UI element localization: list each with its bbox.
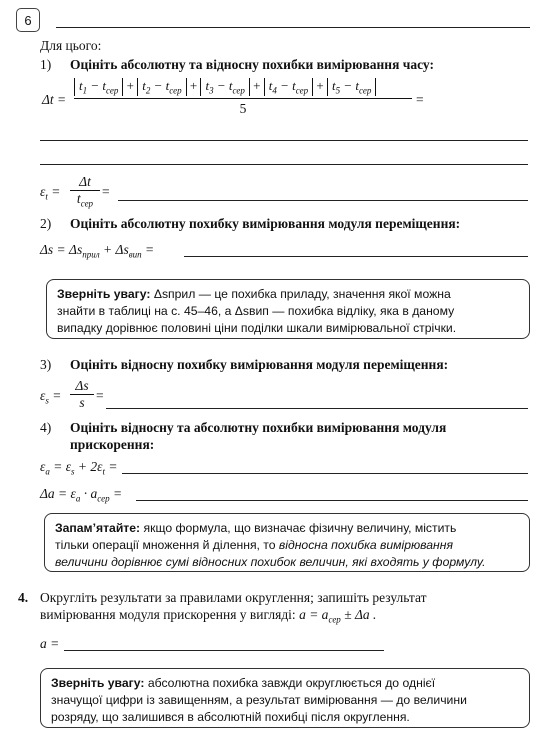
- task4-line2-text: вимірювання модуля прискорення у вигляді:: [40, 607, 296, 622]
- plus-3: +: [253, 78, 261, 93]
- formula-a: a =: [40, 636, 60, 651]
- formula-da: $\Delta a = \varepsilon_a \cdot a_{сер}$ =: [40, 486, 123, 504]
- formula-es-fraction: [70, 378, 94, 411]
- step1-text: Оцініть абсолютну та відносну похибки вимірювання часу:: [70, 57, 434, 72]
- term-3: $t_3 - t_{сер}$: [200, 78, 249, 96]
- task4-line2: [40, 607, 376, 625]
- note3-line3: розряду, що залишився в абсолютній похибці після округлення.: [51, 710, 410, 724]
- term-4: $t_4 - t_{сер}$: [264, 78, 313, 96]
- note3-line2: значущої цифри із завищенням, а результат вимірювання — до величини: [51, 693, 467, 707]
- plus-4: +: [316, 78, 324, 93]
- answer-line: [118, 200, 528, 201]
- formula-dt-fraction: [74, 78, 412, 117]
- step2-number: 2): [40, 216, 52, 231]
- formula-et-lhs: $\varepsilon_t$ =: [40, 184, 61, 202]
- formula-et-eq: =: [102, 184, 110, 199]
- task4-number: 4.: [18, 590, 29, 605]
- note2-line1: якщо формула, що визначає фізичну величину, містить: [140, 521, 457, 535]
- step4-number: 4): [40, 420, 52, 435]
- intro-text: Для цього:: [40, 38, 102, 53]
- note1-line2: знайти в таблиці на с. 45–46, а Δsвип — похибка відліку, яка в даному: [57, 304, 455, 318]
- term-5: $t_5 - t_{сер}$: [327, 78, 376, 96]
- term-1: $t_1 - t_{сер}$: [74, 78, 123, 96]
- note2-head: Запам’ятайте:: [55, 521, 141, 535]
- answer-line: [40, 164, 528, 165]
- formula-es-den: s: [79, 395, 85, 410]
- note-box-1: [46, 279, 530, 339]
- step1-number: 1): [40, 57, 52, 72]
- answer-line: [64, 650, 384, 651]
- note1-line3: випадку дорівнює половині ціни поділки шкали вимірювальної стрічки.: [57, 321, 457, 335]
- answer-line: [122, 473, 528, 474]
- task4-line1: Округліть результати за правилами округлення; запишіть результат: [40, 590, 427, 605]
- plus-2: +: [189, 78, 198, 93]
- note-box-3: [40, 668, 530, 728]
- answer-line: [136, 500, 528, 501]
- formula-et-den: $t_{сер}$: [76, 191, 94, 209]
- step3-number: 3): [40, 357, 52, 372]
- formula-ea: $\varepsilon_a = \varepsilon_s + 2\varepsilon_t$ =: [40, 459, 118, 477]
- plus-1: +: [126, 78, 134, 93]
- step3-text: Оцініть відносну похибку вимірювання модуля переміщення:: [70, 357, 449, 372]
- note1-head: Зверніть увагу:: [57, 287, 151, 301]
- header-rule: [56, 27, 530, 28]
- note3-line1: абсолютна похибка завжди округлюється до однієї: [144, 676, 436, 690]
- formula-es-lhs: $\varepsilon_s$ =: [40, 388, 62, 406]
- answer-line: [106, 408, 528, 409]
- formula-ds: $\Delta s = \Delta s_{прил} + \Delta s_{вип}$ =: [40, 242, 155, 260]
- formula-dt-denominator: 5: [239, 100, 247, 116]
- note1-line1: Δsприл — це похибка приладу, значення якої можна: [150, 287, 451, 301]
- step4-text-1: Оцініть відносну та абсолютну похибки вимірювання модуля: [70, 420, 447, 435]
- formula-dt-eq: =: [416, 92, 424, 107]
- page-number: 6: [16, 8, 40, 32]
- step2-text: Оцініть абсолютну похибку вимірювання модуля переміщення:: [70, 216, 461, 231]
- step4-text-2: прискорення:: [70, 437, 155, 452]
- formula-et-fraction: [70, 174, 100, 209]
- formula-et-num: Δt: [70, 174, 100, 191]
- note2-line2a: тільки операції множення й ділення, то: [55, 538, 279, 552]
- note2-line2b: відносна похибка вимірювання: [278, 538, 453, 552]
- term-2: $t_2 - t_{сер}$: [137, 78, 186, 96]
- formula-es-num: Δs: [70, 378, 94, 395]
- note2-line3: величини дорівнює сумі відносних похибок величин, які входять у формулу.: [55, 555, 486, 569]
- task4-formula: $a = a_{сер} \pm \Delta a$ .: [299, 607, 377, 625]
- note-box-2: [44, 513, 530, 572]
- formula-dt-numerator: [74, 78, 412, 99]
- note3-head: Зверніть увагу:: [51, 676, 145, 690]
- answer-line: [184, 256, 528, 257]
- formula-dt-lhs: Δt =: [42, 92, 67, 107]
- formula-es-eq: =: [96, 388, 104, 403]
- answer-line: [40, 140, 528, 141]
